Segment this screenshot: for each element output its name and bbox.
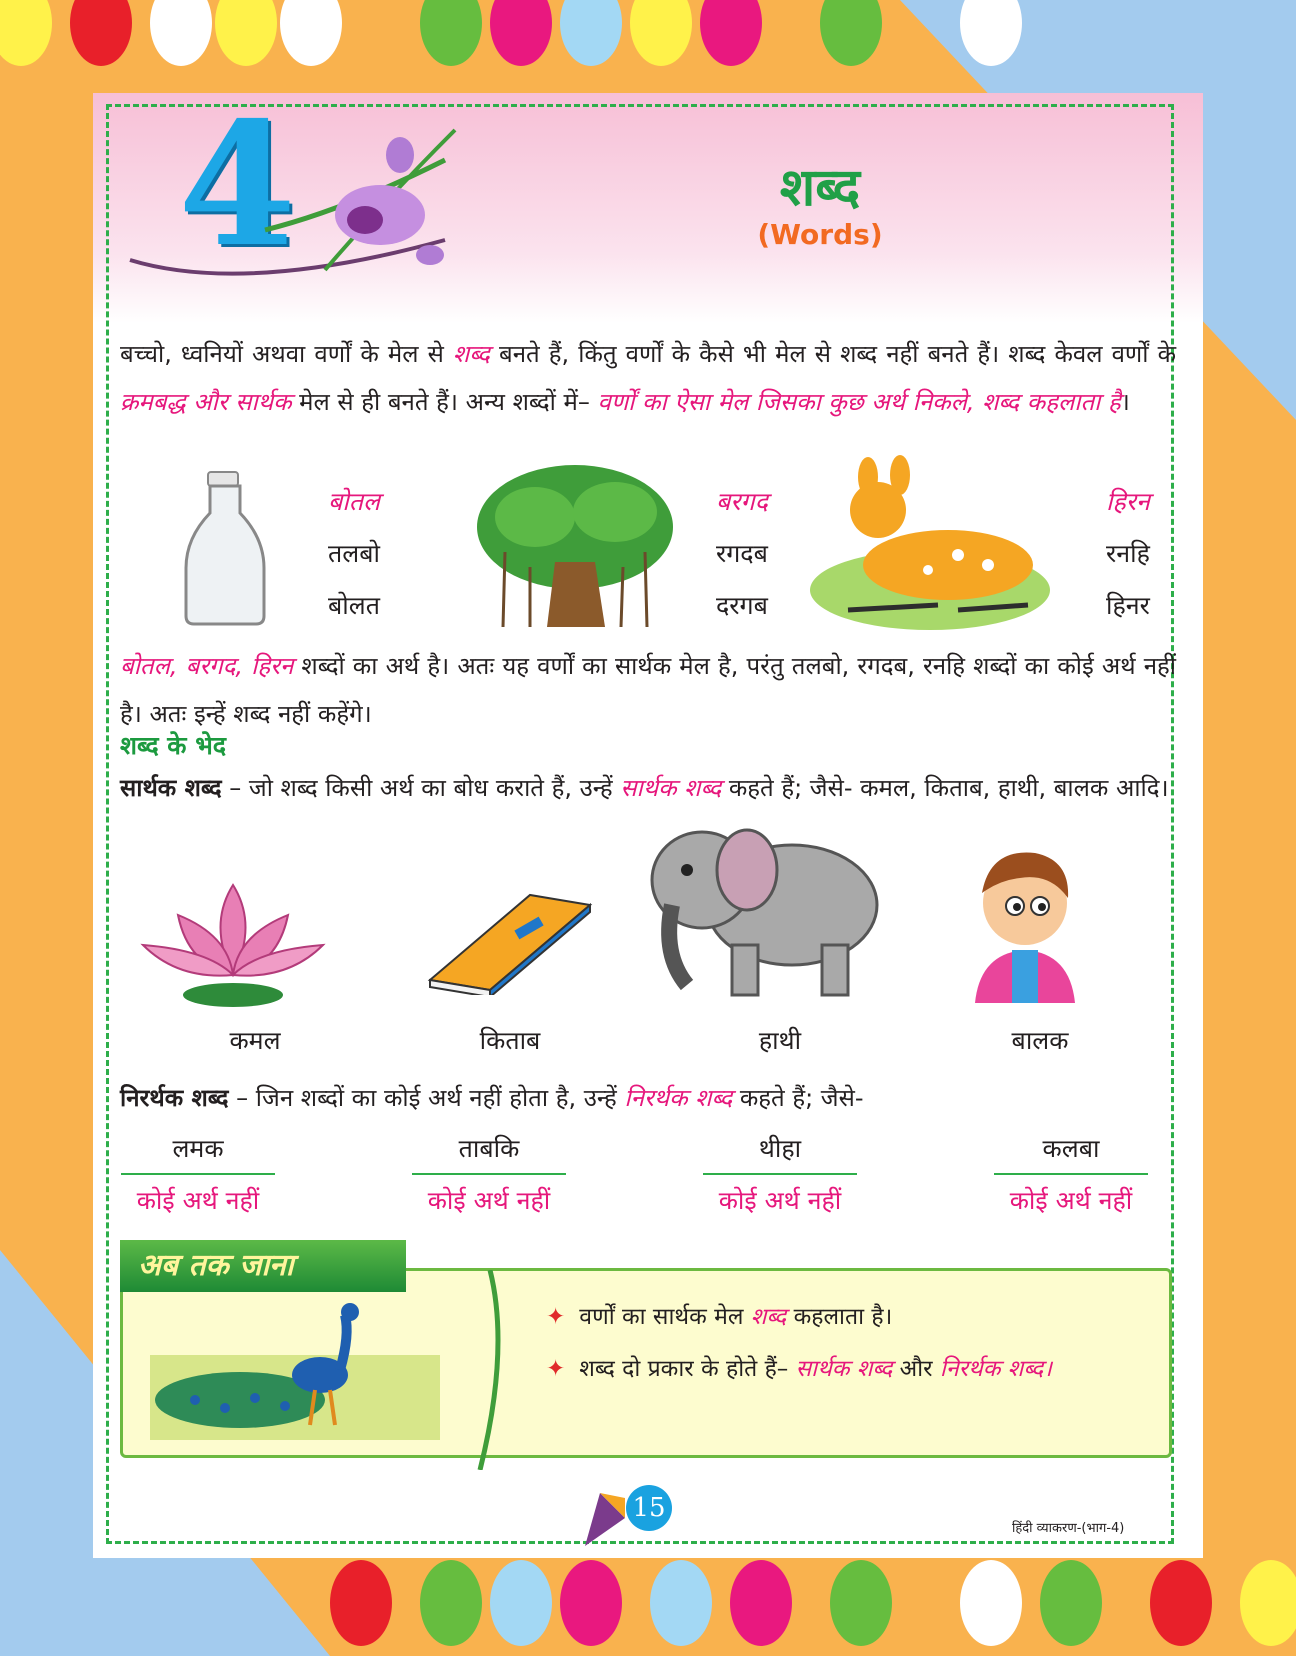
star-bullet-icon: ✦ (546, 1304, 566, 1330)
intro-paragraph: बच्चो, ध्वनियों अथवा वर्णों के मेल से शब्द बनते हैं, किंतु वर्णों के कैसे भी मेल से शब्द नहीं बनते हैं। शब्द केवल वर्णों के क्रमबद्ध और सार्थक मेल से ही बनते हैं। अन्य शब्दों में– वर्णों का ऐसा मेल जिसका कुछ अर्थ निकले, शब्द कहलाता है। (120, 340, 1176, 416)
bottle-picture (180, 468, 270, 628)
example-jumbled-word: दरगब (716, 591, 768, 620)
orchid-flower-picture (125, 120, 485, 300)
banyan-tree-picture (475, 462, 675, 632)
explanation-paragraph: बोतल, बरगद, हिरन शब्दों का अर्थ है। अतः यह वर्णों का सार्थक मेल है, परंतु तलबो, रगदब, रनहि शब्दों का कोई अर्थ नहीं है। अतः इन्हें शब्द नहीं कहेंगे। (120, 652, 1176, 728)
example-jumbled-word: रगदब (716, 539, 768, 568)
picture-caption: किताब (479, 1026, 541, 1055)
top-dots-border (0, 0, 1296, 70)
book-footer: हिंदी व्याकरण-(भाग-4) (1012, 1521, 1125, 1536)
summary-bullet: ✦ वर्णों का सार्थक मेल शब्द कहलाता है। (546, 1304, 893, 1330)
summary-ribbon: अब तक जाना (120, 1240, 406, 1292)
divider (994, 1173, 1148, 1175)
deer-picture (808, 455, 1053, 635)
meaningful-words-paragraph: सार्थक शब्द – जो शब्द किसी अर्थ का बोध कराते हैं, उन्हें सार्थक शब्द कहते हैं; जैसे- कमल, किताब, हाथी, बालक आदि। (120, 774, 1169, 802)
term-kramabaddh: क्रमबद्ध और सार्थक (120, 388, 292, 416)
picture-caption: कमल (229, 1026, 281, 1055)
leaf-divider (470, 1270, 510, 1470)
chapter-subtitle: (Words) (757, 218, 883, 251)
no-meaning-label: कोई अर्थ नहीं (1009, 1186, 1133, 1215)
chapter-title: शब्द (779, 158, 861, 218)
definition-text: वर्णों का ऐसा मेल जिसका कुछ अर्थ निकले, शब्द कहलाता है (597, 388, 1121, 416)
meaningless-words-paragraph: निरर्थक शब्द – जिन शब्दों का कोई अर्थ नहीं होता है, उन्हें निरर्थक शब्द कहते हैं; जैसे- (120, 1084, 864, 1112)
boy-picture (960, 838, 1090, 1003)
meaningless-word: ताबकि (458, 1134, 520, 1163)
example-correct-word: हिरन (1106, 487, 1150, 516)
meaningful-term: सार्थक शब्द (120, 774, 222, 802)
chapter-number: 4 (178, 85, 297, 285)
section-heading: शब्द के भेद (120, 731, 227, 760)
example-correct-word: बोतल (328, 487, 380, 516)
divider (703, 1173, 857, 1175)
example-jumbled-word: तलबो (328, 539, 380, 568)
example-jumbled-word: हिनर (1106, 591, 1150, 620)
picture-caption: बालक (1011, 1026, 1069, 1055)
example-jumbled-word: बोलत (328, 591, 380, 620)
page-number: 15 (626, 1485, 672, 1531)
bottom-dots-border (0, 1560, 1296, 1650)
summary-bullet: ✦ शब्द दो प्रकार के होते हैं– सार्थक शब्द और निरर्थक शब्द। (546, 1356, 1052, 1382)
picture-caption: हाथी (758, 1026, 802, 1055)
peacock-picture (145, 1300, 445, 1445)
meaningless-term: निरर्थक शब्द (120, 1084, 229, 1112)
page-ribbon-decoration (580, 1488, 630, 1548)
lotus-picture (138, 865, 328, 1010)
divider (412, 1173, 566, 1175)
example-words-highlight: बोतल, बरगद, हिरन (120, 652, 294, 680)
elephant-picture (632, 815, 887, 1005)
no-meaning-label: कोई अर्थ नहीं (718, 1186, 842, 1215)
meaningless-word: लमक (172, 1134, 224, 1163)
meaningless-word: थीहा (758, 1134, 802, 1163)
book-picture (420, 885, 600, 995)
example-jumbled-word: रनहि (1106, 539, 1150, 568)
meaningless-word: कलबा (1042, 1134, 1100, 1163)
divider (121, 1173, 275, 1175)
example-correct-word: बरगद (716, 487, 768, 516)
term-shabd: शब्द (452, 340, 490, 368)
no-meaning-label: कोई अर्थ नहीं (427, 1186, 551, 1215)
no-meaning-label: कोई अर्थ नहीं (136, 1186, 260, 1215)
star-bullet-icon: ✦ (546, 1356, 566, 1382)
